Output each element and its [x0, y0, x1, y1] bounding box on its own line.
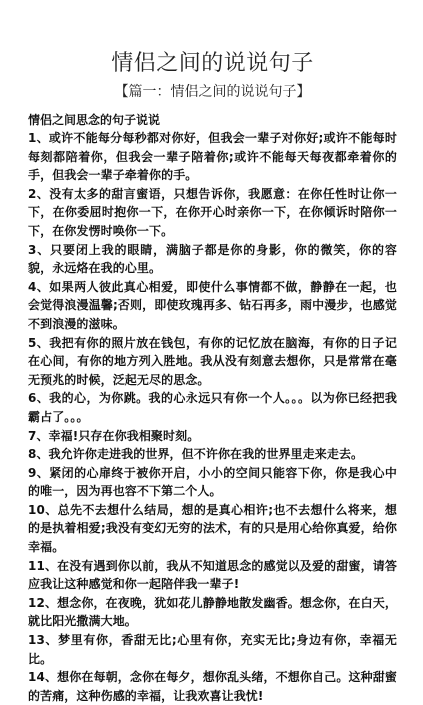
quote-item-3: 3、只要闭上我的眼睛，满脑子都是你的身影，你的微笑，你的容貌，永远烙在我的心里。 — [28, 242, 397, 276]
quote-item-11: 11、在没有遇到你以前，我从不知道思念的感觉以及爱的甜蜜，请答应我让这种感觉和你一起陪伴我一辈子! — [28, 558, 397, 592]
quote-item-5: 5、我把有你的照片放在钱包，有你的记忆放在脑海，有你的日子记在心间，有你的地方列入胜地。我从没有刻意去想你，只是常常在毫无预兆的时候，泛起无尽的思念。 — [28, 335, 397, 387]
document-subtitle: 【篇一：情侣之间的说说句子】 — [114, 84, 311, 100]
quote-item-1: 1、或许不能每分每秒都对你好，但我会一辈子对你好;或许不能每时每刻都陪着你，但我会一辈子陪着你;或许不能每天每夜都牵着你的手，但我会一辈子牵着你的手。 — [28, 131, 397, 183]
section-heading: 情侣之间思念的句子说说 — [28, 113, 161, 127]
quote-item-9: 9、紧闭的心扉终于被你开启，小小的空间只能容下你，你是我心中的唯一，因为再也容不下第二个人。 — [28, 465, 397, 499]
quote-item-14: 14、想你在每朝，念你在每夕，想你乱头绪，不想你自己。这种甜蜜的苦痛，这种伤感的幸福，让我欢喜让我忧! — [28, 670, 397, 703]
quote-item-12: 12、想念你，在夜晚，犹如花儿静静地散发幽香。想念你，在白天，就比阳光撒满大地。 — [28, 595, 397, 629]
quote-item-13: 13、梦里有你，香甜无比;心里有你，充实无比;身边有你，幸福无比。 — [28, 633, 397, 666]
quote-item-10: 10、总先不去想什么结局，想的是真心相许;也不去想什么将来，想的是执着相爱;我没有变幻无穷的法术，有的只是用心给你真爱，给你幸福。 — [28, 502, 397, 555]
quote-list — [28, 129, 397, 705]
quote-item-8: 8、我允许你走进我的世界，但不许你在我的世界里走来走去。 — [28, 447, 364, 462]
document-title: 情侣之间的说说句子 — [111, 51, 314, 76]
quote-item-6: 6、我的心，为你跳。我的心永远只有你一个人。。。以为你已经把我霸占了。。。 — [28, 391, 397, 424]
quote-item-7: 7、幸福!只存在你我相聚时刻。 — [28, 428, 200, 443]
quote-item-4: 4、如果两人彼此真心相爱，即使什么事情都不做，静静在一起，也会觉得浪漫温馨;否则，即使玫瑰再多、钻石再多，雨中漫步，也感觉不到浪漫的滋味。 — [28, 279, 397, 331]
quote-item-2: 2、没有太多的甜言蜜语，只想告诉你，我愿意：在你任性时让你一下，在你委屈时抱你一下，在你开心时亲你一下，在你倾诉时陪你一下，在你发愣时唤你一下。 — [28, 186, 397, 238]
